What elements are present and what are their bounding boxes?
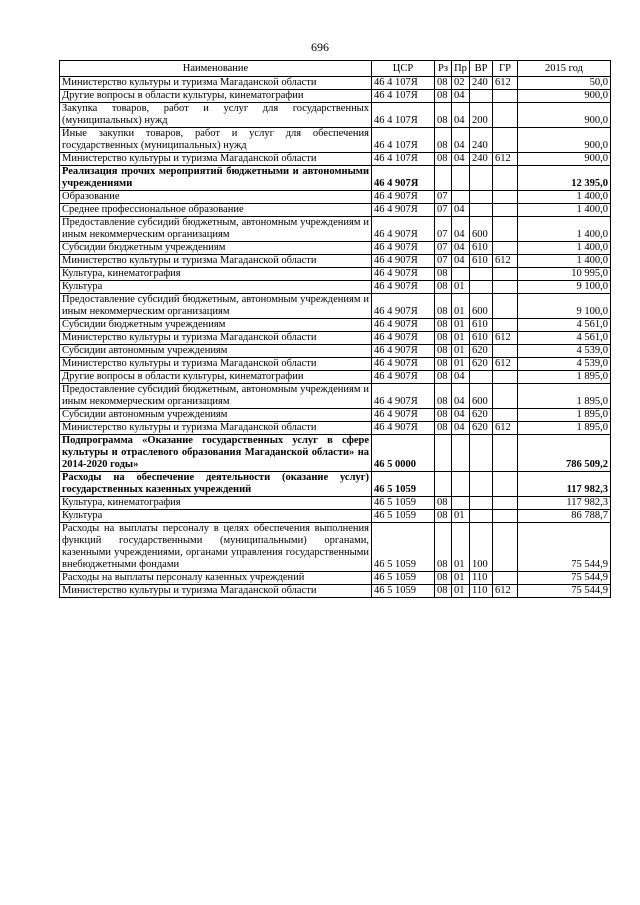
cell-gr	[493, 103, 518, 128]
cell-rz: 08	[435, 319, 452, 332]
cell-gr	[493, 472, 518, 497]
cell-name: Иные закупки товаров, работ и услуг для обеспечения государственных (муниципальных) нужд	[60, 128, 372, 153]
cell-amount: 900,0	[518, 153, 611, 166]
cell-rz	[435, 435, 452, 472]
cell-pr: 04	[452, 371, 470, 384]
cell-name: Культура	[60, 510, 372, 523]
table-row	[60, 585, 611, 598]
cell-gr: 612	[493, 153, 518, 166]
cell-csr: 46 4 907Я	[372, 191, 435, 204]
table-row	[60, 268, 611, 281]
cell-csr: 46 4 907Я	[372, 268, 435, 281]
cell-vr: 200	[470, 103, 493, 128]
cell-rz: 08	[435, 281, 452, 294]
cell-amount: 4 561,0	[518, 332, 611, 345]
cell-name: Предоставление субсидий бюджетным, автономным учреждениям и иным некоммерческим организациям	[60, 294, 372, 319]
cell-name: Министерство культуры и туризма Магаданской области	[60, 153, 372, 166]
cell-amount: 9 100,0	[518, 281, 611, 294]
cell-rz: 08	[435, 90, 452, 103]
cell-amount: 1 400,0	[518, 204, 611, 217]
cell-pr: 04	[452, 384, 470, 409]
cell-csr: 46 4 907Я	[372, 422, 435, 435]
cell-vr: 600	[470, 217, 493, 242]
cell-gr: 612	[493, 332, 518, 345]
table-row	[60, 103, 611, 128]
table-row	[60, 77, 611, 90]
cell-amount: 12 395,0	[518, 166, 611, 191]
cell-gr	[493, 204, 518, 217]
cell-csr: 46 4 907Я	[372, 166, 435, 191]
table-row	[60, 384, 611, 409]
table-body	[60, 77, 611, 598]
table-row	[60, 204, 611, 217]
cell-csr: 46 4 907Я	[372, 281, 435, 294]
cell-gr	[493, 409, 518, 422]
cell-vr	[470, 204, 493, 217]
cell-csr: 46 4 907Я	[372, 384, 435, 409]
cell-gr	[493, 497, 518, 510]
cell-amount: 75 544,9	[518, 572, 611, 585]
cell-gr	[493, 128, 518, 153]
cell-name: Среднее профессиональное образование	[60, 204, 372, 217]
cell-rz: 08	[435, 77, 452, 90]
cell-csr: 46 4 107Я	[372, 90, 435, 103]
cell-amount: 50,0	[518, 77, 611, 90]
cell-vr	[470, 497, 493, 510]
table-row	[60, 153, 611, 166]
cell-name: Образование	[60, 191, 372, 204]
table-row	[60, 345, 611, 358]
cell-amount: 75 544,9	[518, 523, 611, 572]
cell-pr: 04	[452, 128, 470, 153]
cell-name: Министерство культуры и туризма Магаданской области	[60, 255, 372, 268]
cell-rz: 08	[435, 128, 452, 153]
cell-pr: 04	[452, 217, 470, 242]
cell-pr: 01	[452, 281, 470, 294]
cell-rz: 07	[435, 204, 452, 217]
cell-csr: 46 4 907Я	[372, 294, 435, 319]
cell-rz: 07	[435, 255, 452, 268]
cell-gr	[493, 371, 518, 384]
cell-vr: 610	[470, 242, 493, 255]
header-gr: ГР	[493, 61, 518, 77]
cell-vr: 610	[470, 255, 493, 268]
cell-name: Культура, кинематография	[60, 268, 372, 281]
cell-rz: 08	[435, 103, 452, 128]
cell-gr	[493, 384, 518, 409]
cell-vr: 110	[470, 585, 493, 598]
cell-amount: 4 539,0	[518, 358, 611, 371]
header-csr: ЦСР	[372, 61, 435, 77]
cell-rz	[435, 472, 452, 497]
cell-pr: 04	[452, 242, 470, 255]
header-name: Наименование	[60, 61, 372, 77]
cell-vr: 620	[470, 409, 493, 422]
cell-amount: 10 995,0	[518, 268, 611, 281]
cell-vr	[470, 166, 493, 191]
cell-amount: 786 509,2	[518, 435, 611, 472]
cell-rz: 08	[435, 358, 452, 371]
table-row	[60, 128, 611, 153]
cell-pr: 01	[452, 332, 470, 345]
header-year: 2015 год	[518, 61, 611, 77]
cell-name: Министерство культуры и туризма Магаданской области	[60, 332, 372, 345]
cell-vr	[470, 268, 493, 281]
cell-vr: 100	[470, 523, 493, 572]
cell-name: Расходы на обеспечение деятельности (оказание услуг) государственных казенных учреждений	[60, 472, 372, 497]
header-rz: Рз	[435, 61, 452, 77]
cell-pr	[452, 472, 470, 497]
cell-csr: 46 5 1059	[372, 497, 435, 510]
cell-amount: 900,0	[518, 90, 611, 103]
cell-name: Предоставление субсидий бюджетным, автономным учреждениям и иным некоммерческим организациям	[60, 384, 372, 409]
cell-amount: 1 895,0	[518, 371, 611, 384]
cell-gr	[493, 510, 518, 523]
cell-vr: 110	[470, 572, 493, 585]
cell-vr: 610	[470, 332, 493, 345]
cell-pr	[452, 435, 470, 472]
table-row	[60, 217, 611, 242]
cell-pr: 04	[452, 422, 470, 435]
cell-csr: 46 4 907Я	[372, 319, 435, 332]
cell-rz: 08	[435, 585, 452, 598]
cell-gr: 612	[493, 77, 518, 90]
cell-vr	[470, 510, 493, 523]
table-row	[60, 572, 611, 585]
cell-name: Другие вопросы в области культуры, кинематографии	[60, 90, 372, 103]
cell-rz: 08	[435, 332, 452, 345]
cell-rz: 08	[435, 572, 452, 585]
cell-rz: 07	[435, 217, 452, 242]
cell-csr: 46 5 1059	[372, 572, 435, 585]
cell-csr: 46 4 107Я	[372, 128, 435, 153]
cell-gr	[493, 435, 518, 472]
cell-pr: 01	[452, 585, 470, 598]
cell-csr: 46 4 907Я	[372, 242, 435, 255]
cell-name: Расходы на выплаты персоналу казенных учреждений	[60, 572, 372, 585]
cell-vr: 620	[470, 358, 493, 371]
cell-name: Реализация прочих мероприятий бюджетными и автономными учреждениями	[60, 166, 372, 191]
cell-csr: 46 4 907Я	[372, 204, 435, 217]
cell-name: Культура	[60, 281, 372, 294]
table-row	[60, 255, 611, 268]
cell-amount: 86 788,7	[518, 510, 611, 523]
cell-name: Министерство культуры и туризма Магаданской области	[60, 585, 372, 598]
cell-name: Министерство культуры и туризма Магаданской области	[60, 358, 372, 371]
table-row	[60, 166, 611, 191]
cell-pr: 01	[452, 319, 470, 332]
cell-csr: 46 5 1059	[372, 523, 435, 572]
cell-name: Закупка товаров, работ и услуг для государственных (муниципальных) нужд	[60, 103, 372, 128]
cell-csr: 46 4 907Я	[372, 371, 435, 384]
cell-amount: 117 982,3	[518, 472, 611, 497]
cell-vr	[470, 191, 493, 204]
cell-pr	[452, 497, 470, 510]
cell-csr: 46 4 907Я	[372, 409, 435, 422]
cell-name: Культура, кинематография	[60, 497, 372, 510]
cell-pr: 01	[452, 294, 470, 319]
cell-pr: 04	[452, 90, 470, 103]
cell-gr	[493, 217, 518, 242]
cell-name: Субсидии автономным учреждениям	[60, 345, 372, 358]
table-row	[60, 435, 611, 472]
cell-rz: 08	[435, 497, 452, 510]
cell-csr: 46 5 0000	[372, 435, 435, 472]
cell-rz: 08	[435, 371, 452, 384]
table-row	[60, 409, 611, 422]
cell-amount: 4 539,0	[518, 345, 611, 358]
cell-gr	[493, 523, 518, 572]
cell-pr: 01	[452, 510, 470, 523]
cell-csr: 46 4 907Я	[372, 345, 435, 358]
cell-name: Субсидии бюджетным учреждениям	[60, 319, 372, 332]
cell-amount: 900,0	[518, 103, 611, 128]
cell-csr: 46 5 1059	[372, 510, 435, 523]
table-row	[60, 472, 611, 497]
cell-vr: 610	[470, 319, 493, 332]
cell-gr	[493, 572, 518, 585]
cell-rz: 08	[435, 268, 452, 281]
cell-pr: 04	[452, 255, 470, 268]
cell-amount: 117 982,3	[518, 497, 611, 510]
budget-table	[59, 60, 611, 598]
table-row	[60, 358, 611, 371]
cell-gr	[493, 242, 518, 255]
cell-vr: 620	[470, 422, 493, 435]
table-row	[60, 319, 611, 332]
cell-pr: 01	[452, 572, 470, 585]
cell-gr	[493, 268, 518, 281]
cell-gr	[493, 345, 518, 358]
cell-name: Другие вопросы в области культуры, кинематографии	[60, 371, 372, 384]
cell-vr	[470, 90, 493, 103]
cell-name: Министерство культуры и туризма Магаданской области	[60, 422, 372, 435]
table-row	[60, 332, 611, 345]
cell-csr: 46 4 907Я	[372, 332, 435, 345]
cell-pr: 01	[452, 523, 470, 572]
cell-pr	[452, 191, 470, 204]
table-row	[60, 422, 611, 435]
table-row	[60, 281, 611, 294]
cell-csr: 46 5 1059	[372, 585, 435, 598]
cell-amount: 900,0	[518, 128, 611, 153]
cell-rz: 08	[435, 153, 452, 166]
table-row	[60, 497, 611, 510]
cell-rz	[435, 166, 452, 191]
cell-pr: 02	[452, 77, 470, 90]
cell-vr	[470, 281, 493, 294]
header-vr: ВР	[470, 61, 493, 77]
cell-csr: 46 4 907Я	[372, 217, 435, 242]
cell-pr: 04	[452, 153, 470, 166]
cell-pr: 04	[452, 409, 470, 422]
cell-rz: 08	[435, 422, 452, 435]
cell-pr: 04	[452, 204, 470, 217]
cell-amount: 4 561,0	[518, 319, 611, 332]
cell-gr: 612	[493, 422, 518, 435]
cell-pr: 01	[452, 345, 470, 358]
cell-vr: 240	[470, 128, 493, 153]
cell-name: Предоставление субсидий бюджетным, автономным учреждениям и иным некоммерческим организациям	[60, 217, 372, 242]
cell-name: Министерство культуры и туризма Магаданской области	[60, 77, 372, 90]
table-row	[60, 242, 611, 255]
cell-pr	[452, 268, 470, 281]
cell-vr: 600	[470, 384, 493, 409]
table-row	[60, 294, 611, 319]
cell-csr: 46 4 907Я	[372, 358, 435, 371]
cell-csr: 46 4 107Я	[372, 103, 435, 128]
cell-name: Расходы на выплаты персоналу в целях обеспечения выполнения функций государственными (муниципальными) органами, казенными учреждениями, органами управления государственными внебюджетными фондами	[60, 523, 372, 572]
cell-gr	[493, 191, 518, 204]
cell-amount: 1 400,0	[518, 217, 611, 242]
cell-name: Субсидии автономным учреждениям	[60, 409, 372, 422]
cell-rz: 07	[435, 242, 452, 255]
cell-vr	[470, 371, 493, 384]
cell-gr	[493, 281, 518, 294]
cell-pr	[452, 166, 470, 191]
cell-csr: 46 4 107Я	[372, 77, 435, 90]
table-row	[60, 191, 611, 204]
cell-amount: 1 895,0	[518, 409, 611, 422]
cell-vr	[470, 472, 493, 497]
table-row	[60, 523, 611, 572]
cell-rz: 08	[435, 294, 452, 319]
cell-rz: 08	[435, 510, 452, 523]
table-row	[60, 90, 611, 103]
cell-pr: 01	[452, 358, 470, 371]
cell-gr: 612	[493, 585, 518, 598]
cell-amount: 1 895,0	[518, 422, 611, 435]
table-row	[60, 371, 611, 384]
cell-gr	[493, 294, 518, 319]
table-header-row	[60, 61, 611, 77]
cell-gr	[493, 90, 518, 103]
cell-gr: 612	[493, 358, 518, 371]
cell-gr	[493, 166, 518, 191]
cell-csr: 46 4 107Я	[372, 153, 435, 166]
cell-gr	[493, 319, 518, 332]
cell-rz: 08	[435, 409, 452, 422]
cell-vr: 240	[470, 153, 493, 166]
cell-amount: 75 544,9	[518, 585, 611, 598]
cell-amount: 1 400,0	[518, 191, 611, 204]
header-pr: Пр	[452, 61, 470, 77]
cell-amount: 9 100,0	[518, 294, 611, 319]
cell-vr	[470, 435, 493, 472]
cell-vr: 620	[470, 345, 493, 358]
cell-rz: 07	[435, 191, 452, 204]
cell-rz: 08	[435, 345, 452, 358]
cell-csr: 46 4 907Я	[372, 255, 435, 268]
cell-amount: 1 895,0	[518, 384, 611, 409]
table-row	[60, 510, 611, 523]
cell-amount: 1 400,0	[518, 242, 611, 255]
cell-name: Субсидии бюджетным учреждениям	[60, 242, 372, 255]
cell-amount: 1 400,0	[518, 255, 611, 268]
cell-rz: 08	[435, 384, 452, 409]
cell-vr: 240	[470, 77, 493, 90]
page-number: 696	[311, 40, 329, 54]
cell-gr: 612	[493, 255, 518, 268]
cell-csr: 46 5 1059	[372, 472, 435, 497]
cell-vr: 600	[470, 294, 493, 319]
cell-rz: 08	[435, 523, 452, 572]
cell-pr: 04	[452, 103, 470, 128]
cell-name: Подпрограмма «Оказание государственных услуг в сфере культуры и отраслевого образования Магаданской области» на 2014-2020 годы»	[60, 435, 372, 472]
